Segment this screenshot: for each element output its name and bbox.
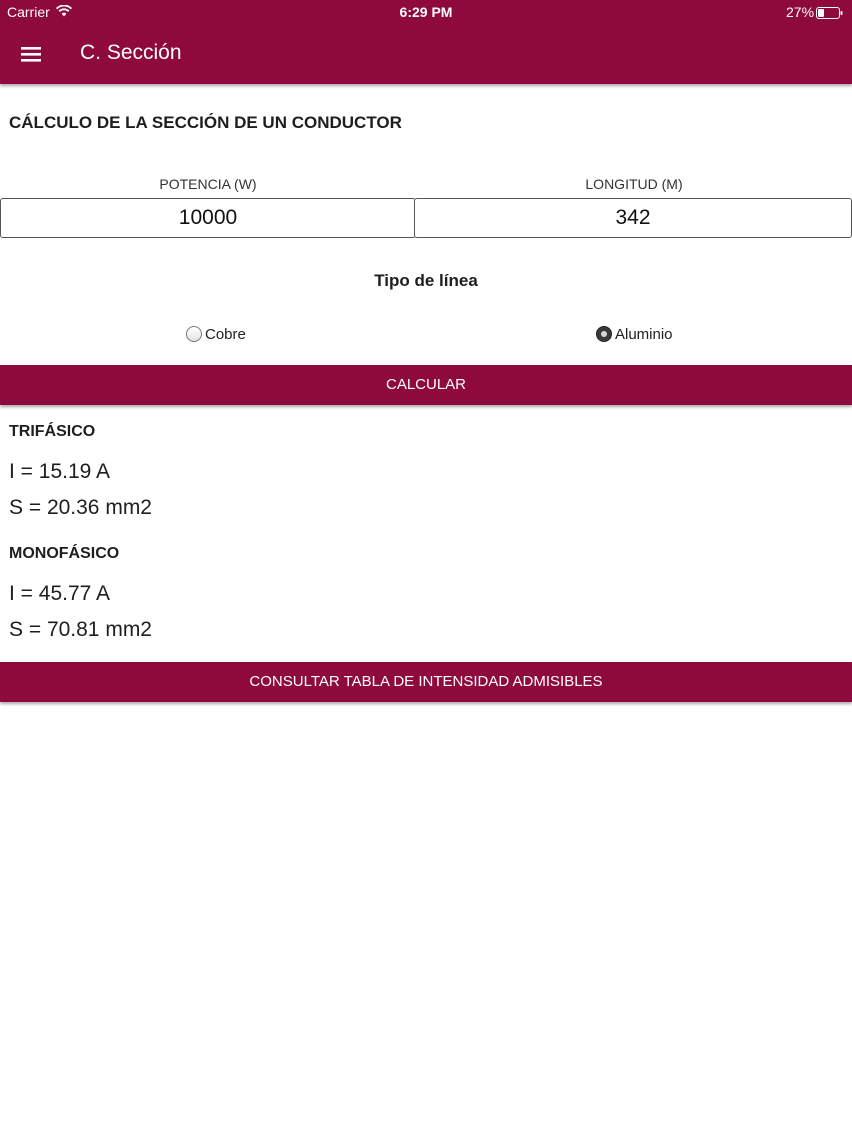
radio-cobre-label: Cobre: [205, 325, 246, 343]
single-phase-current: I = 45.77 A: [9, 582, 111, 605]
hamburger-menu-icon[interactable]: [14, 38, 50, 70]
carrier-label: Carrier: [7, 4, 50, 20]
radio-aluminio[interactable]: [596, 323, 673, 345]
consult-table-button[interactable]: CONSULTAR TABLA DE INTENSIDAD ADMISIBLES: [0, 662, 852, 702]
calculation-heading: CÁLCULO DE LA SECCIÓN DE UN CONDUCTOR: [9, 113, 402, 132]
radio-aluminio-label: Aluminio: [615, 325, 673, 343]
calculate-button[interactable]: CALCULAR: [0, 365, 852, 405]
page-title: C. Sección: [80, 41, 182, 64]
radio-unchecked-icon[interactable]: [186, 326, 202, 342]
three-phase-current: I = 15.19 A: [9, 460, 111, 483]
battery-icon: [816, 6, 844, 22]
radio-cobre[interactable]: [186, 323, 246, 345]
single-phase-section: S = 70.81 mm2: [9, 618, 152, 641]
radio-checked-icon[interactable]: [596, 326, 612, 342]
status-bar: [0, 0, 852, 24]
length-input[interactable]: [414, 198, 852, 238]
power-input[interactable]: [0, 198, 416, 238]
battery-percentage: 27%: [786, 4, 815, 20]
status-time: 6:29 PM: [399, 4, 453, 20]
length-label: LONGITUD (M): [585, 176, 683, 192]
power-label: POTENCIA (W): [159, 176, 257, 192]
single-phase-heading: MONOFÁSICO: [9, 545, 120, 562]
app-header: [0, 0, 852, 84]
three-phase-heading: TRIFÁSICO: [9, 423, 96, 440]
line-type-label: Tipo de línea: [374, 271, 478, 290]
three-phase-section: S = 20.36 mm2: [9, 496, 152, 519]
